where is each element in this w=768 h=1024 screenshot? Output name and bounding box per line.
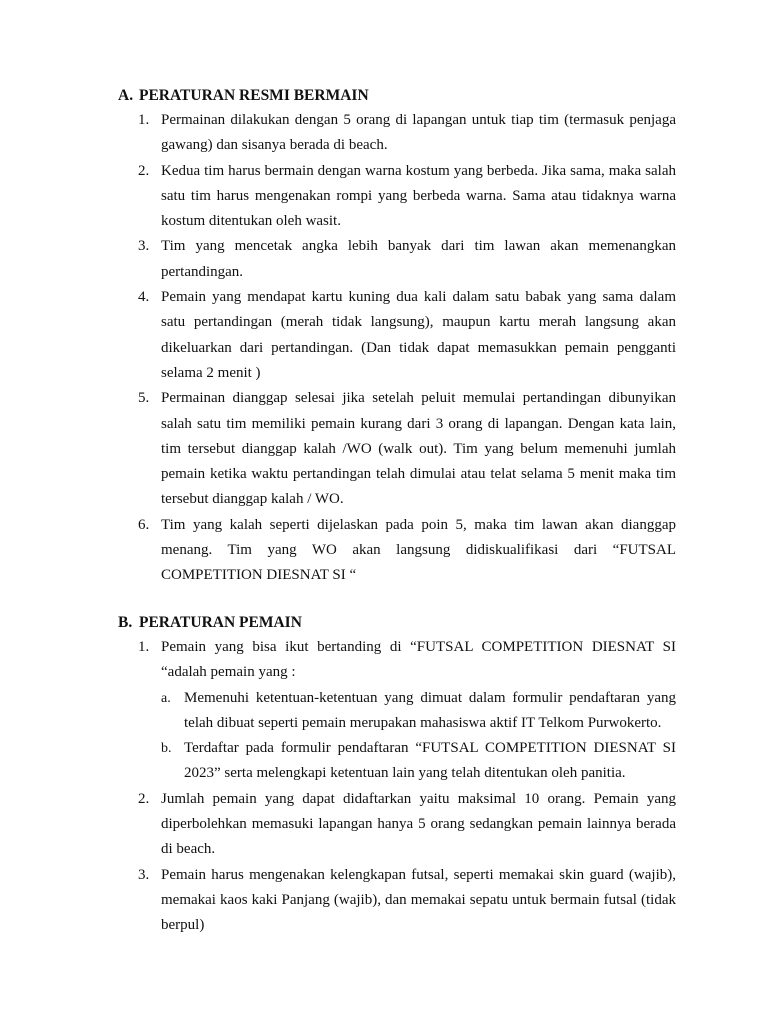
list-item-text: Pemain yang bisa ikut bertanding di “FUTSAL COMPETITION DIESNAT SI “adalah pemain yang : [161, 639, 676, 681]
list-item [118, 863, 676, 939]
section-b-letter: B. [118, 614, 133, 631]
section-a-letter: A. [118, 87, 134, 104]
list-item-text: Permainan dianggap selesai jika setelah peluit memulai pertandingan dibunyikan salah satu tim memiliki pemain kurang dari 3 orang di lapangan. Dengan kata lain, tim tersebut dianggap kalah /WO (walk out). Tim yang belum memenuhi jumlah pemain ketika waktu pertandingan telah dimulai atau telat selama 5 menit maka tim tersebut dianggap kalah / WO. [161, 390, 676, 508]
list-item-text: Tim yang kalah seperti dijelaskan pada poin 5, maka tim lawan akan dianggap menang. Tim yang WO akan langsung didiskualifikasi dari “FUTSAL COMPETITION DIESNAT SI “ [161, 516, 676, 584]
list-item [118, 159, 676, 235]
section-a-title: PERATURAN RESMI BERMAIN [139, 87, 369, 104]
sub-list-item-text: Memenuhi ketentuan-ketentuan yang dimuat dalam formulir pendaftaran yang telah dibuat seperti pemain merupakan mahasiswa aktif IT Telkom Purwokerto. [184, 689, 676, 731]
list-item-text: Pemain harus mengenakan kelengkapan futsal, seperti memakai skin guard (wajib), memakai kaos kaki Panjang (wajib), dan memakai sepatu untuk bermain futsal (tidak berpul) [161, 866, 676, 934]
list-item-text: Tim yang mencetak angka lebih banyak dari tim lawan akan memenangkan pertandingan. [161, 238, 676, 280]
list-item-text: Permainan dilakukan dengan 5 orang di lapangan untuk tiap tim (termasuk penjaga gawang) dan sisanya berada di beach. [161, 112, 676, 154]
list-item-text: Kedua tim harus bermain dengan warna kostum yang berbeda. Jika sama, maka salah satu tim harus mengenakan rompi yang berbeda warna. Sama atau tidaknya warna kostum ditentukan oleh wasit. [161, 162, 676, 230]
list-item [118, 386, 676, 512]
sub-list-item [161, 736, 676, 787]
sub-list-item [161, 686, 676, 737]
list-item-number: 6. [138, 516, 150, 533]
section-b [118, 612, 676, 939]
sub-list-item-text: Terdaftar pada formulir pendaftaran “FUTSAL COMPETITION DIESNAT SI 2023” serta melengkapi ketentuan lain yang telah ditentukan oleh panitia. [184, 740, 676, 782]
section-b-heading [118, 612, 676, 634]
list-item-number: 1. [138, 639, 150, 655]
sub-list [161, 686, 676, 787]
section-b-list [118, 635, 676, 939]
sub-list-item-letter: a. [161, 690, 171, 706]
list-item-number: 5. [138, 390, 150, 407]
sub-list-item-letter: b. [161, 741, 172, 757]
list-item-number: 4. [138, 289, 150, 306]
list-item-number: 2. [138, 162, 150, 179]
section-a-heading [118, 85, 676, 107]
list-item-number: 2. [138, 790, 150, 807]
section-a-list [118, 108, 676, 589]
list-item-number: 1. [138, 112, 150, 128]
list-item [118, 513, 676, 589]
list-item-text: Pemain yang mendapat kartu kuning dua kali dalam satu babak yang sama dalam satu pertandingan (merah tidak langsung), maupun kartu merah langsung akan dikeluarkan dari pertandingan. (Dan tidak dapat memasukkan pemain pengganti selama 2 menit ) [161, 289, 676, 381]
section-b-title: PERATURAN PEMAIN [139, 614, 302, 631]
list-item [118, 787, 676, 863]
section-a [118, 85, 676, 589]
list-item [118, 635, 676, 787]
list-item-text: Jumlah pemain yang dapat didaftarkan yaitu maksimal 10 orang. Pemain yang diperbolehkan memasuki lapangan hanya 5 orang sedangkan pemain lainnya berada di beach. [161, 790, 676, 858]
list-item-number: 3. [138, 238, 150, 255]
list-item [118, 285, 676, 386]
list-item [118, 108, 676, 159]
list-item [118, 234, 676, 285]
list-item-number: 3. [138, 866, 150, 883]
